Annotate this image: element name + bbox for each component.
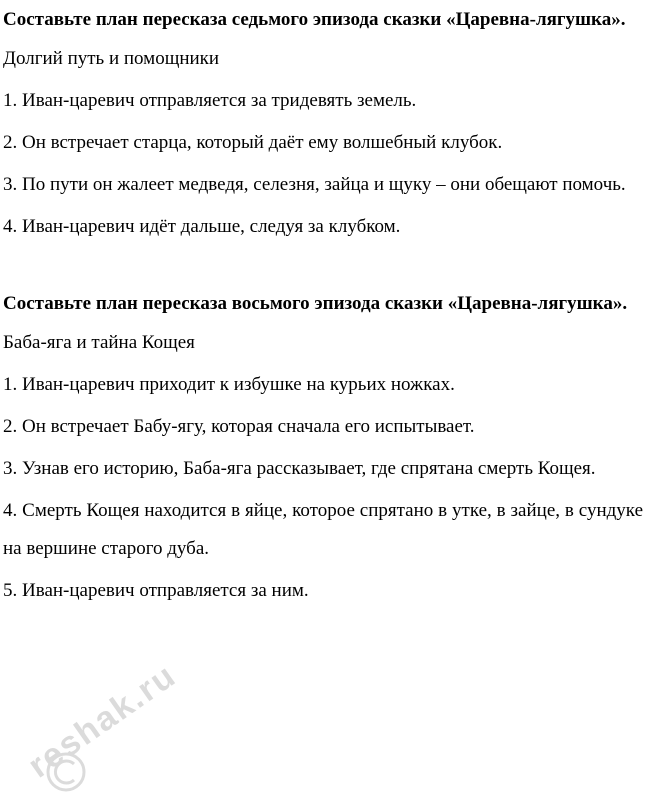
list-item: 1. Иван-царевич приходит к избушке на курьих ножках. (3, 374, 455, 395)
section-subtitle: Баба-яга и тайна Кощея (3, 332, 195, 353)
list-item: 1. Иван-царевич отправляется за тридевять земель. (3, 90, 417, 111)
list-item: 2. Он встречает старца, который даёт ему волшебный клубок. (3, 132, 503, 153)
list-item: 4. Смерть Кощея находится в яйце, которое спрятано в утке, в зайце, в сундуке на вершине старого дуба. (3, 500, 643, 559)
section-heading: Составьте план пересказа восьмого эпизода сказки «Царевна-лягушка». (3, 293, 628, 314)
watermark-logo (8, 656, 178, 796)
list-item: 4. Иван-царевич идёт дальше, следуя за клубком. (3, 216, 401, 237)
svg-text:reshak.ru: reshak.ru (21, 656, 178, 786)
list-item: 3. По пути он жалеет медведя, селезня, зайца и щуку – они обещают помочь. (3, 174, 626, 195)
list-item: 5. Иван-царевич отправляется за ним. (3, 580, 309, 601)
list-item: 2. Он встречает Бабу-ягу, которая сначала его испытывает. (3, 416, 475, 437)
section-spacer (3, 246, 643, 284)
section-heading: Составьте план пересказа седьмого эпизода сказки «Царевна-лягушка». (3, 9, 626, 30)
section-episode-8 (3, 284, 643, 610)
document (3, 0, 643, 610)
list-item: 3. Узнав его историю, Баба-яга рассказывает, где спрятана смерть Кощея. (3, 458, 596, 479)
section-episode-7 (3, 0, 643, 246)
section-subtitle: Долгий путь и помощники (3, 48, 220, 69)
